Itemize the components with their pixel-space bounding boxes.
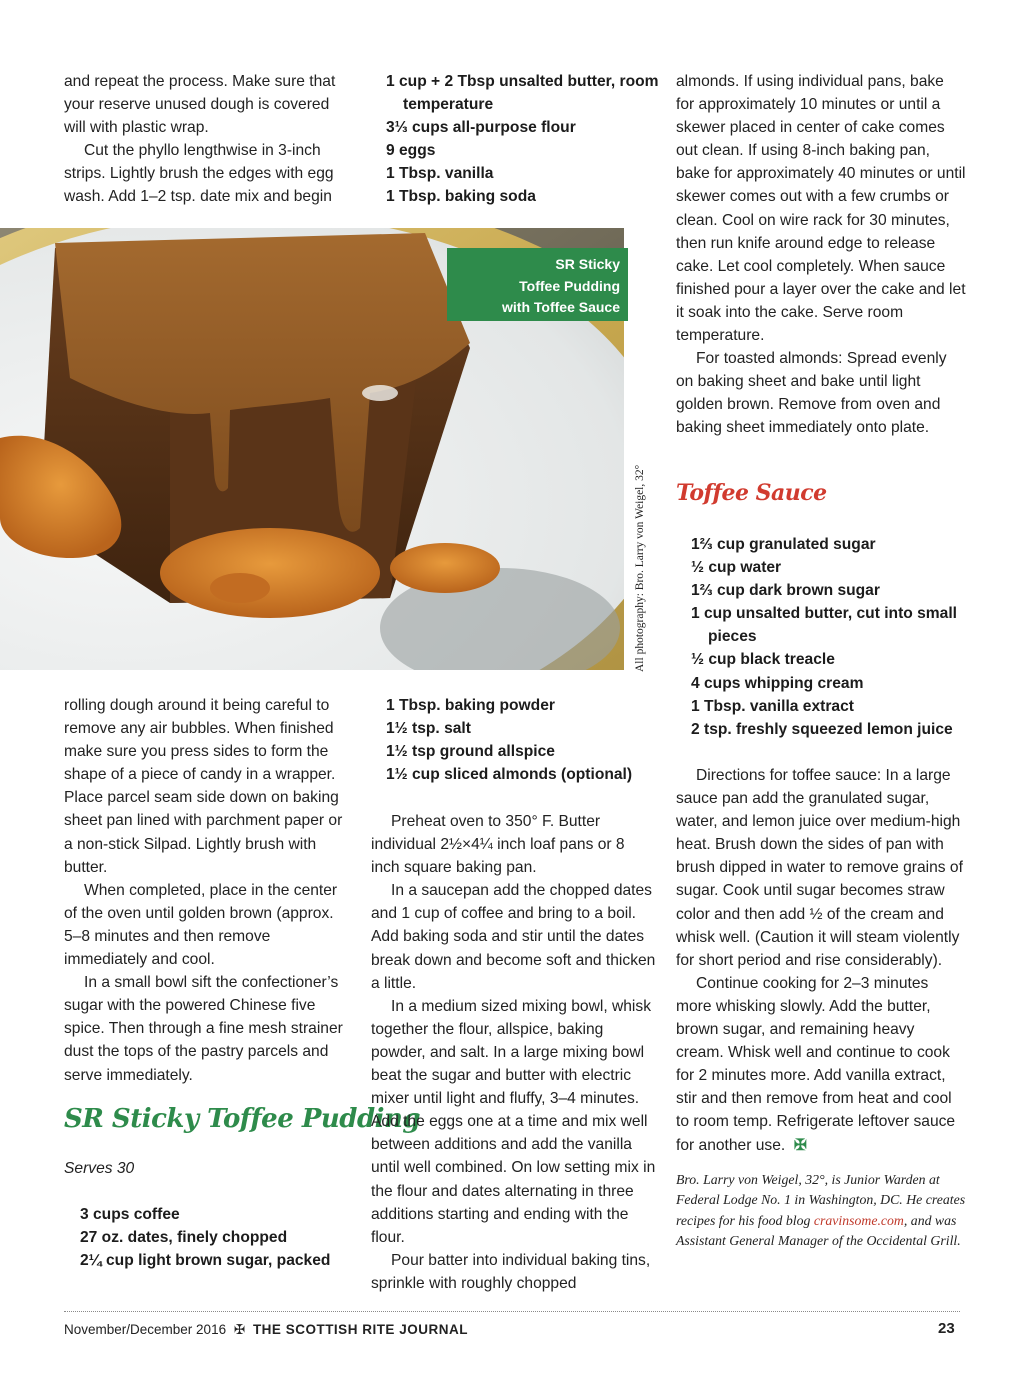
paragraph: Cut the phyllo lengthwise in 3-inch strips. Lightly brush the edges with egg wash. Add 1–2 tsp. date mix and begin: [64, 142, 334, 206]
pudding-ingredients-continued: [386, 70, 661, 209]
journal-name: THE SCOTTISH RITE JOURNAL: [252, 1322, 468, 1337]
author-bio: [676, 1170, 966, 1252]
paragraph: In a saucepan add the chopped dates and 1 cup of coffee and bring to a boil. Add baking soda and stir until the dates break down and become soft and thicken a little.: [371, 882, 656, 992]
col1-bottom-text: [64, 694, 349, 1087]
page-number: 23: [938, 1320, 955, 1337]
ingredient-item: 1⅔ cup granulated sugar: [691, 536, 876, 553]
toffee-sauce-title: Toffee Sauce: [676, 480, 827, 506]
ingredient-item: 1 Tbsp. vanilla: [386, 165, 494, 183]
ingredient-item: ½ cup black treacle: [691, 651, 835, 669]
ingredient-item: 1 Tbsp. vanilla extract: [691, 697, 854, 715]
toffee-sauce-ingredients: [691, 533, 966, 741]
paragraph: almonds. If using individual pans, bake for approximately 10 minutes or until a skewer placed in center of cake comes out clean. If using 8-inch baking pan, bake for approximately 40 minutes or until skewer comes out with a few crumbs or clean. Cool on wire rack for 30 minutes, then run knife around edge to release cake. Let cool completely. When sauce finished pour a layer over the cake and let it soak into the cake. Serve room temperature.: [676, 73, 966, 345]
ingredient-item: 1½ cup sliced almonds (optional): [386, 766, 633, 784]
ingredient-item: 1½ tsp. salt: [386, 720, 471, 738]
paragraph: Directions for toffee sauce: In a large sauce pan add the granulated sugar, water, and lemon juice over medium-high heat. Brush down the sides of pan with brush dipped in water to remove grains of sugar. Cook until sugar becomes straw color and then add ½ of the cream and whisk well. (Caution it will steam violently for short period and rise considerably).: [676, 767, 963, 969]
paragraph: For toasted almonds: Spread evenly on baking sheet and bake until light golden brown. Remove from oven and baking sheet immediately onto plate.: [676, 350, 947, 437]
caption-line: SR Sticky: [555, 256, 620, 272]
ingredient-item: 2 tsp. freshly squeezed lemon juice: [691, 720, 953, 738]
pudding-ingredients-continued-2: [386, 694, 661, 786]
ingredient-item: ½ cup water: [691, 559, 782, 577]
blog-link[interactable]: cravinsome.com: [813, 1212, 904, 1228]
pudding-directions: [371, 810, 656, 1295]
paragraph: [676, 972, 966, 1157]
paragraph: In a medium sized mixing bowl, whisk together the flour, allspice, baking powder, and salt. In a large mixing bowl beat the sugar and butter with electric mixer until light and fluffy, 3–4 minutes. Add the eggs one at a time and mix well between additions and add the vanilla until well combined. On low setting mix in the flour and dates alternating in three additions starting and ending with the flour.: [371, 997, 656, 1246]
paragraph: Pour batter into individual baking tins, sprinkle with roughly chopped: [371, 1251, 651, 1292]
caption-line: Toffee Pudding: [519, 277, 620, 294]
paragraph: and repeat the process. Make sure that your reserve unused dough is covered will with plastic wrap.: [64, 73, 336, 137]
paragraph: rolling dough around it being careful to remove any air bubbles. When finished make sure you press sides to form the shape of a piece of candy in a wrapper. Place parcel seam side down on baking sheet pan lined with parchment paper or a non-stick Silpad. Lightly brush with butter.: [64, 697, 343, 876]
photo-credit: All photography: Bro. Larry von Weigel, 32°: [634, 464, 646, 672]
ingredient-item: 1 Tbsp. baking soda: [386, 188, 536, 206]
paragraph: In a small bowl sift the confectioner’s sugar with the powered Chinese five spice. Then through a fine mesh strainer dust the tops of the pastry parcels and serve immediately.: [64, 974, 343, 1084]
bio-text: , and was Assistant General Manager of the Occidental Grill.: [676, 1212, 961, 1249]
ingredient-item: 3 cups coffee: [80, 1206, 180, 1223]
ingredient-item: 27 oz. dates, finely chopped: [80, 1229, 288, 1247]
ingredient-item: 3⅓ cups all-purpose flour: [386, 119, 576, 137]
ingredient-item: 4 cups whipping cream: [691, 674, 864, 692]
footer-issue: [64, 1322, 468, 1338]
pudding-ingredients: [80, 1203, 355, 1272]
serves: Serves 30: [64, 1160, 135, 1177]
ingredient-item: 9 eggs: [386, 142, 436, 160]
paragraph: When completed, place in the center of the oven until golden brown (approx. 5–8 minutes and then remove immediately and cool.: [64, 881, 338, 969]
ingredient-item: 1 cup unsalted butter, cut into small pieces: [691, 605, 957, 646]
end-mark-icon: ✠: [793, 1136, 807, 1154]
ingredient-item: 2¼ cup light brown sugar, packed: [80, 1252, 331, 1270]
col1-top-text: [64, 70, 349, 209]
toffee-sauce-directions: [676, 764, 966, 1157]
ingredient-item: 1 Tbsp. baking powder: [386, 697, 555, 714]
bio-text: Bro. Larry von Weigel, 32°, is Junior Warden at Federal Lodge No. 1 in Washington, DC. He creates recipes for his food blog: [676, 1172, 966, 1228]
caption-line: with Toffee Sauce: [502, 299, 620, 315]
paragraph: Preheat oven to 350° F. Butter individual 2½×4¼ inch loaf pans or 8 inch square baking pan.: [371, 813, 625, 877]
paragraph-text: Continue cooking for 2–3 minutes more whisking slowly. Add the butter, brown sugar, and remaining heavy cream. Whisk well and continue to cook for 2 minutes more. Add vanilla extract, stir and then remove from heat and cool to room temp. Refrigerate leftover sauce for another use.: [676, 974, 956, 1154]
cross-icon: ✠: [233, 1322, 246, 1337]
issue-date: November/December 2016: [64, 1322, 227, 1337]
ingredient-item: 1½ tsp ground allspice: [386, 743, 555, 761]
pudding-title: SR Sticky Toffee Pudding: [64, 1104, 421, 1134]
footer-divider: [64, 1311, 960, 1312]
col3-top-text: [676, 70, 966, 440]
ingredient-item: 1 cup + 2 Tbsp unsalted butter, room temperature: [386, 73, 659, 114]
photo-caption: [447, 248, 628, 321]
ingredient-item: 1⅔ cup dark brown sugar: [691, 582, 880, 600]
